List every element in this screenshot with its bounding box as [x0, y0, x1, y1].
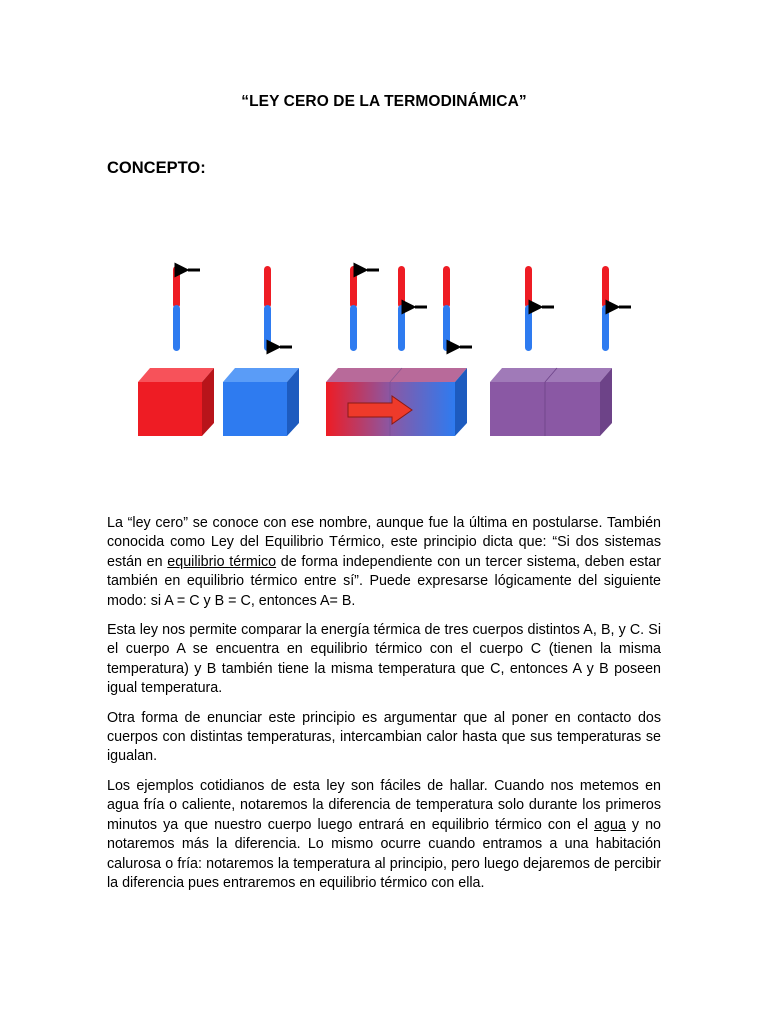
section-heading: CONCEPTO: [107, 159, 206, 177]
paragraph-1: La “ley cero” se conoce con ese nombre, aunque fue la última en postularse. También conocida como Ley del Equilibrio Térmico, este principio dicta que: “Si dos sistemas están en equilibrio térmico de forma independiente con un tercer sistema, deben estar también en equilibrio térmico entre sí”. Puede expresarse lógicamente del siguiente modo: si A = C y B = C, entonces A= B. [107, 515, 661, 609]
thermometer-icon [350, 266, 379, 351]
equilibrio-termico-link[interactable]: equilibrio térmico [167, 553, 277, 570]
thermometer-icon [443, 266, 472, 351]
equilibrium-cubes-icon [490, 368, 612, 436]
thermometer-icon [173, 266, 200, 351]
thermometer-icon [398, 266, 427, 351]
paragraph-4: Los ejemplos cotidianos de esta ley son fáciles de hallar. Cuando nos metemos en agua fría o caliente, notaremos la diferencia de temperatura solo durante los primeros minutos ya que nuestro cuerpo luego entrará en equilibrio térmico con el agua y no notaremos más la diferencia. Lo mismo ocurre cuando entramos a una habitación calurosa o fría: notaremos la temperatura al principio, pero luego dejaremos de percibir la diferencia pues entraremos en equilibrio térmico con ella. [107, 777, 661, 891]
thermal-equilibrium-diagram [128, 255, 648, 445]
thermometer-icon [602, 266, 631, 351]
agua-link[interactable]: agua [594, 816, 626, 833]
body-text [107, 514, 661, 903]
paragraph-3: Otra forma de enunciar este principio es argumentar que al poner en contacto dos cuerpos con distintas temperaturas, intercambian calor hasta que sus temperaturas se igualan. [107, 709, 661, 765]
cold-cube-icon [223, 368, 299, 436]
page-title: “LEY CERO DE LA TERMODINÁMICA” [241, 93, 527, 110]
thermometer-icon [264, 266, 292, 351]
hot-cube-icon [138, 368, 214, 436]
thermometer-icon [525, 266, 554, 351]
paragraph-2: Esta ley nos permite comparar la energía térmica de tres cuerpos distintos A, B, y C. Si el cuerpo A se encuentra en equilibrio térmico con el cuerpo C (tienen la misma temperatura) y B también tiene la misma temperatura que C, entonces A y B poseen igual temperatura. [107, 622, 661, 697]
